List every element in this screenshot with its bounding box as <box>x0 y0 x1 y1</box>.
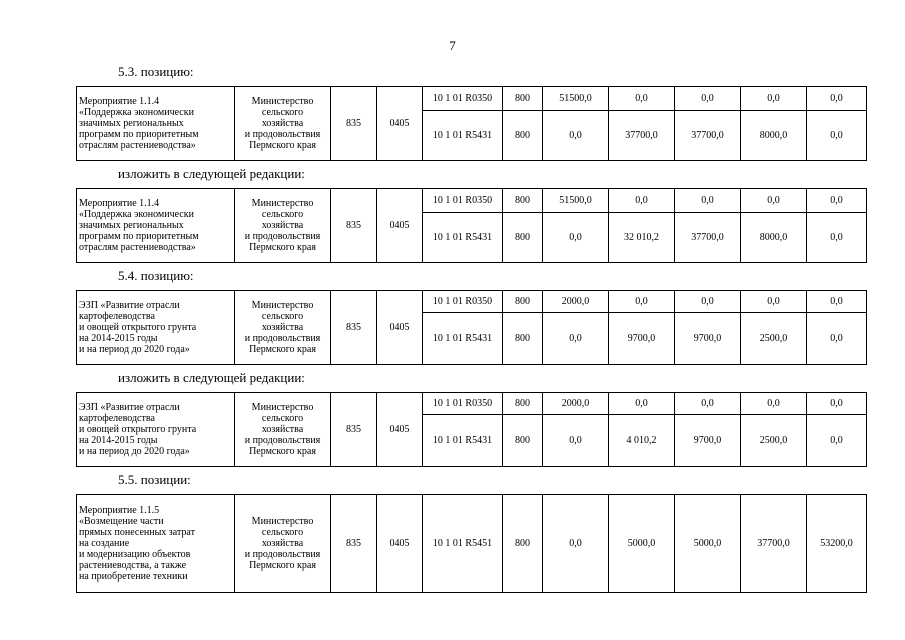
amount-cell: 0,0 <box>675 189 741 213</box>
amount-cell: 0,0 <box>807 87 867 111</box>
ministry-name: Министерство сельского хозяйства и продовольствия Пермского края <box>235 189 331 263</box>
section-heading: 5.4. позицию: <box>118 268 194 283</box>
expense-type: 800 <box>503 291 543 313</box>
amount-cell: 0,0 <box>675 87 741 111</box>
ministry-name: Министерство сельского хозяйства и продовольствия Пермского края <box>235 291 331 365</box>
admin-code: 835 <box>331 291 377 365</box>
amount-cell: 5000,0 <box>675 495 741 593</box>
amount-cell: 0,0 <box>675 393 741 415</box>
section-code: 0405 <box>377 87 423 161</box>
amount-cell: 37700,0 <box>675 213 741 263</box>
amount-cell: 0,0 <box>741 291 807 313</box>
amount-cell: 0,0 <box>807 393 867 415</box>
amount-cell: 0,0 <box>543 495 609 593</box>
expense-type: 800 <box>503 111 543 161</box>
section-heading: 5.5. позиции: <box>118 472 191 487</box>
amount-cell: 0,0 <box>807 415 867 467</box>
event-description: ЭЗП «Развитие отрасли картофелеводства и овощей открытого грунта на 2014-2015 годы и на период до 2020 года» <box>77 393 235 467</box>
section-code: 0405 <box>377 393 423 467</box>
event-description: ЭЗП «Развитие отрасли картофелеводства и овощей открытого грунта на 2014-2015 годы и на период до 2020 года» <box>77 291 235 365</box>
amount-cell: 9700,0 <box>675 313 741 365</box>
section-heading: 5.3. позицию: <box>118 64 194 79</box>
expense-type: 800 <box>503 313 543 365</box>
admin-code: 835 <box>331 393 377 467</box>
amount-cell: 0,0 <box>807 313 867 365</box>
amount-cell: 2000,0 <box>543 393 609 415</box>
amount-cell: 37700,0 <box>741 495 807 593</box>
budget-table <box>76 392 867 467</box>
budget-code: 10 1 01 R5431 <box>423 111 503 161</box>
budget-code: 10 1 01 R0350 <box>423 291 503 313</box>
section-code: 0405 <box>377 189 423 263</box>
expense-type: 800 <box>503 213 543 263</box>
budget-code: 10 1 01 R5451 <box>423 495 503 593</box>
expense-type: 800 <box>503 87 543 111</box>
amount-cell: 0,0 <box>543 111 609 161</box>
amount-cell: 2000,0 <box>543 291 609 313</box>
ministry-name: Министерство сельского хозяйства и продовольствия Пермского края <box>235 87 331 161</box>
amount-cell: 53200,0 <box>807 495 867 593</box>
event-description: Мероприятие 1.1.5 «Возмещение части прямых понесенных затрат на создание и модернизацию объектов растениеводства, а также на приобретение техники <box>77 495 235 593</box>
amount-cell: 0,0 <box>807 291 867 313</box>
amount-cell: 0,0 <box>543 313 609 365</box>
amount-cell: 9700,0 <box>609 313 675 365</box>
amount-cell: 37700,0 <box>609 111 675 161</box>
admin-code: 835 <box>331 87 377 161</box>
event-description: Мероприятие 1.1.4 «Поддержка экономически значимых региональных программ по приоритетным отраслям растениеводства» <box>77 87 235 161</box>
section-heading: изложить в следующей редакции: <box>118 370 305 385</box>
amount-cell: 0,0 <box>741 87 807 111</box>
amount-cell: 51500,0 <box>543 87 609 111</box>
amount-cell: 8000,0 <box>741 111 807 161</box>
section-code: 0405 <box>377 495 423 593</box>
budget-code: 10 1 01 R5431 <box>423 313 503 365</box>
expense-type: 800 <box>503 495 543 593</box>
amount-cell: 37700,0 <box>675 111 741 161</box>
amount-cell: 2500,0 <box>741 415 807 467</box>
amount-cell: 5000,0 <box>609 495 675 593</box>
budget-table <box>76 290 867 365</box>
budget-code: 10 1 01 R0350 <box>423 393 503 415</box>
expense-type: 800 <box>503 415 543 467</box>
amount-cell: 32 010,2 <box>609 213 675 263</box>
amount-cell: 2500,0 <box>741 313 807 365</box>
section-code: 0405 <box>377 291 423 365</box>
amount-cell: 0,0 <box>675 291 741 313</box>
amount-cell: 0,0 <box>543 213 609 263</box>
event-description: Мероприятие 1.1.4 «Поддержка экономически значимых региональных программ по приоритетным отраслям растениеводства» <box>77 189 235 263</box>
amount-cell: 4 010,2 <box>609 415 675 467</box>
amount-cell: 8000,0 <box>741 213 807 263</box>
amount-cell: 0,0 <box>543 415 609 467</box>
budget-table <box>76 86 867 161</box>
amount-cell: 0,0 <box>741 393 807 415</box>
expense-type: 800 <box>503 393 543 415</box>
amount-cell: 0,0 <box>609 393 675 415</box>
budget-code: 10 1 01 R5431 <box>423 415 503 467</box>
admin-code: 835 <box>331 495 377 593</box>
amount-cell: 0,0 <box>609 291 675 313</box>
budget-code: 10 1 01 R0350 <box>423 189 503 213</box>
budget-code: 10 1 01 R5431 <box>423 213 503 263</box>
amount-cell: 0,0 <box>807 111 867 161</box>
ministry-name: Министерство сельского хозяйства и продовольствия Пермского края <box>235 495 331 593</box>
budget-table <box>76 494 867 593</box>
amount-cell: 0,0 <box>741 189 807 213</box>
amount-cell: 0,0 <box>609 87 675 111</box>
ministry-name: Министерство сельского хозяйства и продовольствия Пермского края <box>235 393 331 467</box>
amount-cell: 0,0 <box>609 189 675 213</box>
budget-code: 10 1 01 R0350 <box>423 87 503 111</box>
amount-cell: 0,0 <box>807 213 867 263</box>
amount-cell: 51500,0 <box>543 189 609 213</box>
page-number: 7 <box>449 38 456 53</box>
admin-code: 835 <box>331 189 377 263</box>
expense-type: 800 <box>503 189 543 213</box>
section-heading: изложить в следующей редакции: <box>118 166 305 181</box>
amount-cell: 0,0 <box>807 189 867 213</box>
budget-table <box>76 188 867 263</box>
amount-cell: 9700,0 <box>675 415 741 467</box>
